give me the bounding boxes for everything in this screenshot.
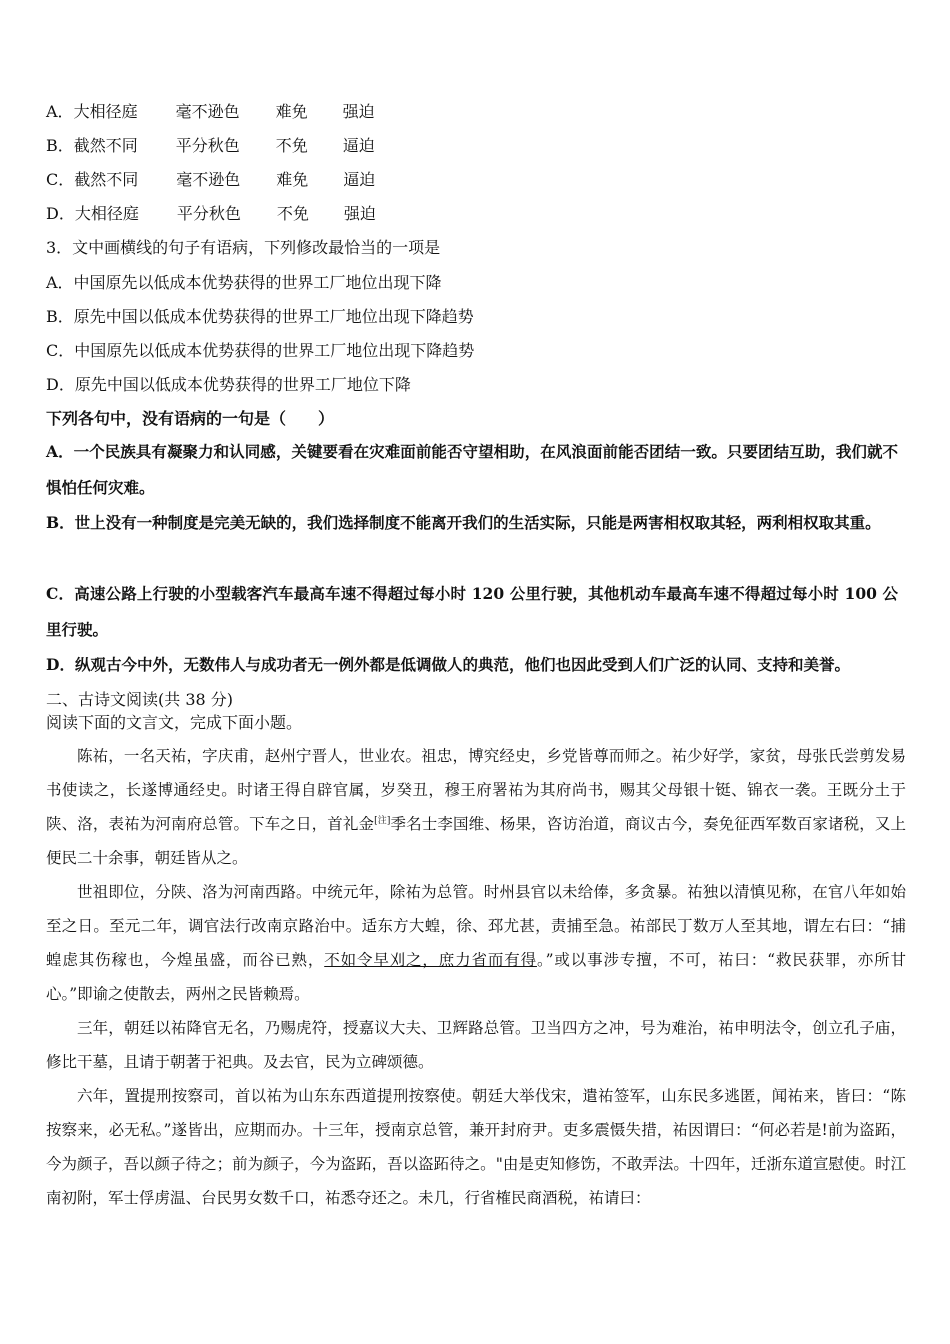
grammar-option-c: C．高速公路上行驶的小型载客汽车最高车速不得超过每小时 120 公里行驶，其他机动车最高车速不得超过每小时 100 公里行驶。 (46, 584, 898, 639)
option-word: 截然不同 (73, 136, 138, 155)
passage-paragraph-1 (46, 739, 906, 875)
passage-paragraph-4: 六年，置提刑按察司，首以祐为山东东西道提刑按察使。朝廷大举伐宋，遣祐签军，山东民多逃匿，闻祐来，皆曰：“陈按察来，必无私。”遂皆出，应期而办。十三年，授南京总管，兼开封府尹。吏多震慑失措，祐因谓曰：“何必若是!前为盗跖，今为颜子，吾以颜子待之；前为颜子，今为盗跖，吾以盗跖待之。"由是吏知修饬，不敢弄法。十四年，迁浙东道宣慰使。时江南初附，军士俘虏温、台民男女数千口，祐悉夺还之。未几，行省榷民商酒税，祐请曰： (46, 1087, 906, 1207)
grammar-option-b: B．世上没有一种制度是完美无缺的，我们选择制度不能离开我们的生活实际，只能是两害相权取其轻，两利相权取其重。 (46, 513, 881, 532)
grammar-question-stem: 下列各句中，没有语病的一句是（ ） (46, 409, 335, 428)
passage-text: 。”或以事涉专擅，不可，祐曰：“救民获罪，亦所甘心。”即谕之使散去，两州之民皆赖焉。 (46, 951, 906, 1003)
footnote-marker: [注] (374, 815, 391, 826)
passage-text: 世祖即位，分陕、洛为河南西路。中统元年，除祐为总管。时州县官以未给俸，多贪暴。祐独以清慎见称，在官八年如始至之日。至元二年，调官法行改南京路治中。适东方大蝗，徐、邳尤甚，责捕至急。祐部民丁数万人至其地，谓左右曰：“捕蝗虑其伤稼也，今煌虽盛，而谷已熟， (46, 883, 906, 969)
q2-option-a (46, 102, 375, 122)
q3-stem: 3．文中画横线的句子有语病，下列修改最恰当的一项是 (46, 238, 441, 257)
option-label: C． (46, 170, 75, 189)
q3-option-d: D．原先中国以低成本优势获得的世界工厂地位下降 (46, 375, 411, 394)
q2-option-b (46, 136, 375, 156)
passage-text: 季名士李国维、杨果，咨访治道，商议古今，奏免征西军数百家诸税，又上便民二十余事，朝廷皆从之。 (46, 815, 906, 867)
section-instruction: 阅读下面的文言文，完成下面小题。 (46, 713, 303, 732)
option-word: 难免 (276, 170, 309, 189)
passage-paragraph-3: 三年，朝廷以祐降官无名，乃赐虎符，授嘉议大夫、卫辉路总管。卫当四方之冲，号为难治，祐申明法令，创立孔子庙，修比干墓，且请于朝著于祀典。及去官，民为立碑颂德。 (46, 1019, 906, 1071)
underlined-sentence: 不如令早刈之，庶力省而有得 (324, 951, 537, 969)
option-word: 逼迫 (343, 170, 376, 189)
q3-option-b: B．原先中国以低成本优势获得的世界工厂地位出现下降趋势 (46, 307, 474, 326)
option-word: 难免 (275, 102, 308, 121)
q2-option-d (46, 204, 376, 224)
q3-option-a: A．中国原先以低成本优势获得的世界工厂地位出现下降 (46, 273, 442, 292)
option-word: 强迫 (342, 102, 375, 121)
option-label: A． (46, 102, 74, 121)
option-word: 强迫 (343, 204, 376, 223)
option-word: 平分秋色 (175, 136, 240, 155)
q3-option-c: C．中国原先以低成本优势获得的世界工厂地位出现下降趋势 (46, 341, 475, 360)
grammar-option-a: A．一个民族具有凝聚力和认同感，关键要看在灾难面前能否守望相助，在风浪面前能否团结一致。只要团结互助，我们就不惧怕任何灾难。 (46, 442, 898, 497)
option-word: 不免 (275, 136, 308, 155)
option-word: 平分秋色 (176, 204, 241, 223)
option-label: D． (46, 204, 75, 223)
option-word: 截然不同 (74, 170, 139, 189)
q2-option-c (46, 170, 375, 190)
classical-passage (46, 739, 906, 1215)
section-heading: 二、古诗文阅读(共 38 分) (46, 690, 234, 709)
option-label: B． (46, 136, 74, 155)
option-word: 毫不逊色 (175, 102, 240, 121)
option-word: 大相径庭 (74, 204, 139, 223)
option-word: 不免 (276, 204, 309, 223)
option-word: 毫不逊色 (176, 170, 241, 189)
passage-text: 陈祐，一名天祐，字庆甫，赵州宁晋人，世业农。祖忠，博究经史，乡党皆尊而师之。祐少好学，家贫，母张氏尝剪发易书使读之，长遂博通经史。时诸王得自辟官属，岁癸丑，穆王府署祐为其府尚书，赐其父母银十铤、锦衣一袭。王既分土于陕、洛，表祐为河南府总管。下车之日，首礼金 (46, 747, 906, 833)
grammar-option-d: D．纵观古今中外，无数伟人与成功者无一例外都是低调做人的典范，他们也因此受到人们广泛的认同、支持和美誉。 (46, 655, 850, 674)
option-word: 大相径庭 (73, 102, 138, 121)
option-word: 逼迫 (342, 136, 375, 155)
passage-paragraph-2 (46, 875, 906, 1011)
